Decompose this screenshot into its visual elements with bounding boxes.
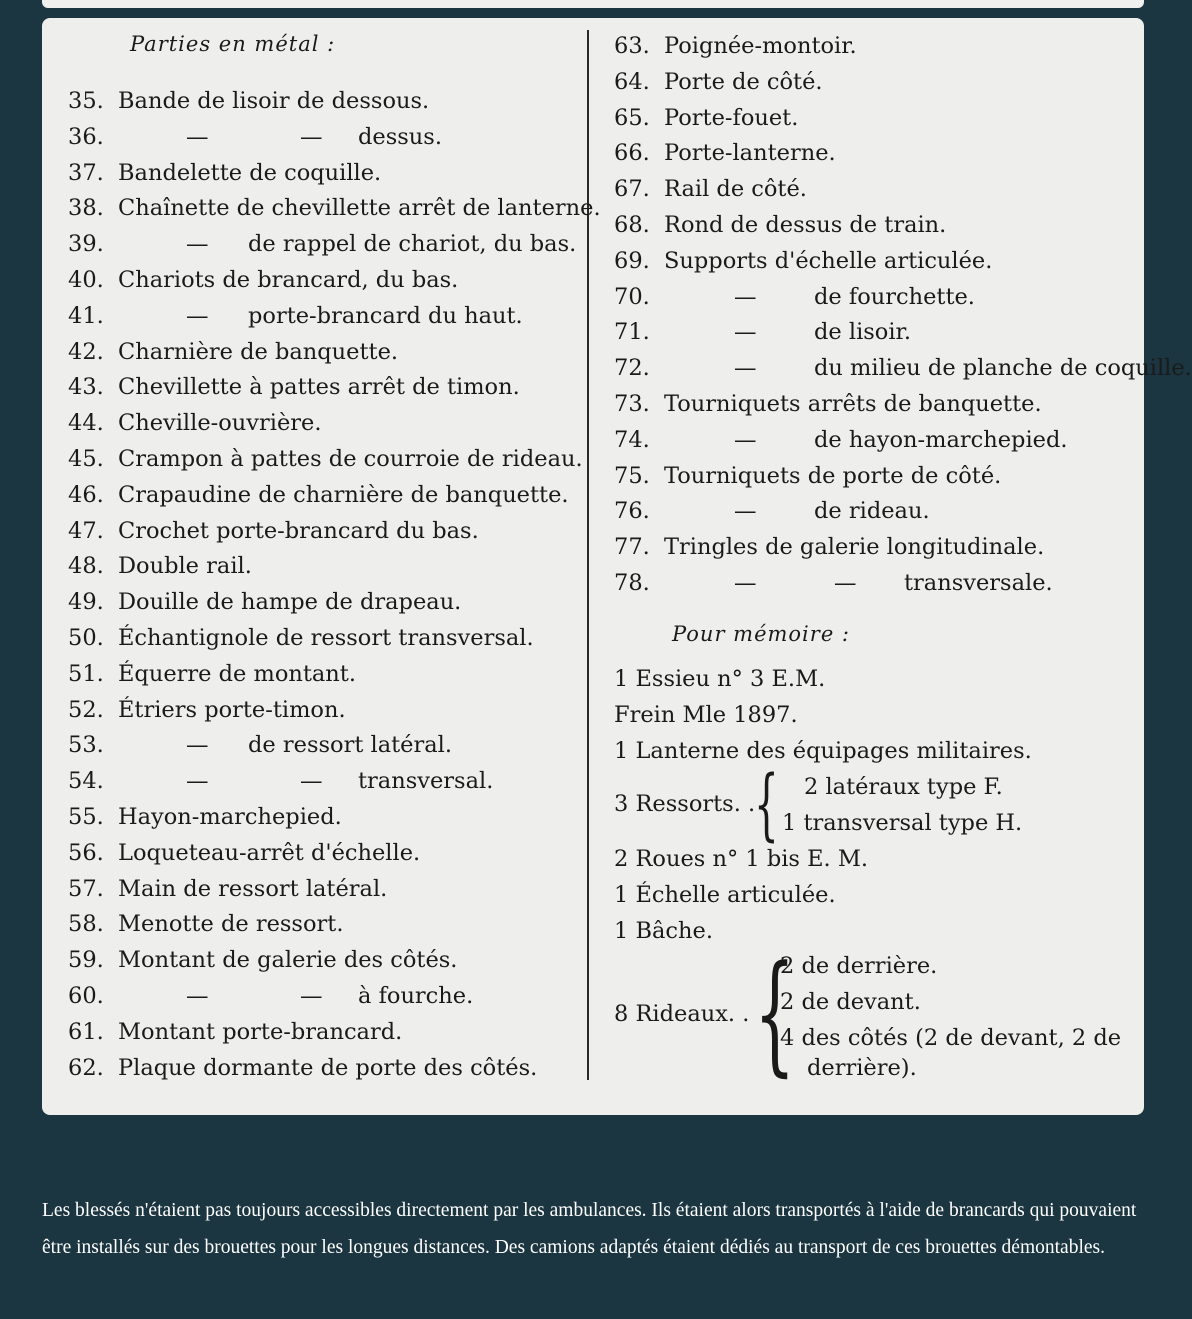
- part-label: à fourche.: [358, 983, 474, 1009]
- part-number: 54.: [68, 768, 104, 795]
- part-number: 78.: [614, 570, 650, 596]
- part-item: [614, 283, 975, 310]
- part-item: [614, 176, 807, 202]
- part-label: Bande de lisoir de dessous.: [118, 88, 430, 114]
- part-item: [68, 553, 252, 579]
- ditto-dash: —: [734, 283, 757, 310]
- part-number: 63.: [614, 33, 650, 59]
- part-number: 37.: [68, 159, 104, 186]
- part-item: [68, 947, 457, 973]
- memo-rideaux-3b: derrière).: [807, 1055, 917, 1081]
- part-number: 67.: [614, 176, 650, 203]
- part-label: Crampon à pattes de courroie de rideau.: [118, 446, 583, 472]
- part-item: [68, 446, 583, 472]
- part-label: Menotte de ressort.: [118, 911, 344, 938]
- ditto-dash: —: [734, 426, 757, 453]
- part-item: [614, 319, 911, 346]
- rideaux-brace: {: [754, 937, 796, 1089]
- part-number: 43.: [68, 374, 104, 401]
- part-number: 58.: [68, 911, 104, 938]
- part-label: porte-brancard du haut.: [248, 302, 523, 329]
- part-label: Porte de côté.: [664, 68, 823, 95]
- part-label: dessus.: [358, 123, 443, 150]
- memo-ressorts-label: 3 Ressorts. .: [614, 791, 756, 817]
- memo-heading: Pour mémoire :: [672, 622, 850, 646]
- previous-image-card: [42, 0, 1144, 8]
- part-number: 68.: [614, 212, 650, 238]
- part-number: 69.: [614, 247, 650, 274]
- part-number: 39.: [68, 231, 104, 258]
- part-item: [68, 697, 346, 723]
- part-label: Hayon-marchepied.: [118, 804, 342, 830]
- part-item: [68, 410, 321, 436]
- part-item: [68, 911, 343, 937]
- part-label: Échantignole de ressort transversal.: [118, 625, 534, 651]
- part-label: de rideau.: [814, 498, 930, 525]
- ditto-dash: —: [734, 498, 757, 525]
- part-number: 76.: [614, 498, 650, 525]
- part-item: [68, 1019, 402, 1045]
- part-item: [68, 374, 520, 400]
- part-number: 56.: [68, 839, 104, 866]
- memo-rideaux-1: 2 de derrière.: [780, 953, 938, 979]
- part-item: [68, 160, 381, 186]
- part-label: Étriers porte-timon.: [118, 696, 346, 723]
- part-item: [68, 768, 494, 795]
- part-item: [68, 195, 601, 221]
- part-item: [614, 570, 1053, 596]
- part-number: 50.: [68, 625, 104, 651]
- memo-rideaux-label: 8 Rideaux. .: [614, 1001, 750, 1027]
- ressorts-brace: {: [754, 760, 779, 850]
- ditto-dash: —: [734, 570, 757, 596]
- part-number: 57.: [68, 875, 104, 902]
- part-item: [68, 804, 342, 830]
- part-label: Main de ressort latéral.: [118, 875, 388, 902]
- memo-essieu: 1 Essieu n° 3 E.M.: [614, 666, 826, 692]
- part-label: Poignée-montoir.: [664, 33, 857, 59]
- part-item: [614, 33, 857, 59]
- part-label: Montant de galerie des côtés.: [118, 947, 458, 974]
- part-label: Tourniquets arrêts de banquette.: [664, 391, 1042, 417]
- caption-text: Les blessés n'étaient pas toujours accessibles directement par les ambulances. Ils étaient alors transportés à l'aide de brancards qui pouvaient être installés sur des brouettes pour les longues distances. Des camions adaptés étaient dédiés au transport de ces brouettes démontables.: [42, 1200, 1137, 1258]
- part-number: 52.: [68, 696, 104, 723]
- part-number: 53.: [68, 732, 104, 759]
- left-heading: Parties en métal :: [130, 32, 336, 56]
- ditto-dash: —: [734, 355, 757, 382]
- part-item: [68, 518, 479, 544]
- part-number: 40.: [68, 267, 104, 293]
- part-number: 35.: [68, 88, 104, 114]
- part-number: 59.: [68, 947, 104, 974]
- part-label: Cheville-ouvrière.: [118, 410, 322, 437]
- part-item: [68, 123, 443, 150]
- part-item: [68, 339, 398, 365]
- part-item: [68, 589, 461, 615]
- memo-echelle: 1 Échelle articulée.: [614, 882, 836, 908]
- ditto-dash: —: [186, 732, 209, 759]
- column-divider: [587, 30, 589, 1080]
- part-item: [614, 69, 823, 95]
- part-label: Rail de côté.: [664, 176, 807, 203]
- part-label: Crapaudine de charnière de banquette.: [118, 481, 569, 508]
- memo-roues: 2 Roues n° 1 bis E. M.: [614, 846, 869, 872]
- part-item: [68, 661, 356, 687]
- part-item: [68, 88, 429, 114]
- part-label: Charnière de banquette.: [118, 338, 399, 365]
- part-item: [68, 231, 577, 258]
- ditto-dash: —: [300, 123, 323, 150]
- part-label: de ressort latéral.: [248, 732, 453, 759]
- part-number: 77.: [614, 534, 650, 561]
- part-item: [68, 625, 534, 651]
- ditto-dash: —: [186, 123, 209, 150]
- part-label: Rond de dessus de train.: [664, 212, 947, 238]
- part-label: Loqueteau-arrêt d'échelle.: [118, 839, 421, 866]
- part-number: 62.: [68, 1054, 104, 1081]
- part-number: 61.: [68, 1018, 104, 1045]
- part-label: Chaînette de chevillette arrêt de lanterne.: [118, 195, 601, 222]
- part-label: Équerre de montant.: [118, 660, 356, 687]
- memo-rideaux-3: 4 des côtés (2 de devant, 2 de: [780, 1025, 1122, 1051]
- part-number: 74.: [614, 426, 650, 453]
- part-number: 71.: [614, 319, 650, 346]
- part-label: Plaque dormante de porte des côtés.: [118, 1054, 538, 1081]
- part-label: Porte-fouet.: [664, 104, 799, 131]
- part-item: [68, 482, 569, 508]
- part-number: 38.: [68, 195, 104, 222]
- part-label: Chariots de brancard, du bas.: [118, 267, 459, 293]
- part-item: [614, 355, 1192, 382]
- part-item: [68, 302, 523, 329]
- part-item: [614, 140, 836, 166]
- part-label: de fourchette.: [814, 283, 975, 310]
- part-number: 48.: [68, 553, 104, 580]
- part-number: 70.: [614, 283, 650, 310]
- part-number: 45.: [68, 446, 104, 472]
- part-label: Double rail.: [118, 553, 252, 580]
- part-number: 51.: [68, 660, 104, 687]
- part-label: Crochet porte-brancard du bas.: [118, 517, 479, 544]
- part-label: transversal.: [358, 768, 494, 795]
- part-label: Douille de hampe de drapeau.: [118, 589, 462, 616]
- part-label: du milieu de planche de coquille.: [814, 355, 1192, 382]
- memo-frein: Frein Mle 1897.: [614, 702, 798, 728]
- part-item: [68, 983, 474, 1009]
- part-number: 55.: [68, 804, 104, 830]
- memo-ressorts-1: 2 latéraux type F.: [804, 774, 1003, 800]
- part-label: de hayon-marchepied.: [814, 426, 1068, 453]
- part-label: de lisoir.: [814, 319, 911, 346]
- part-item: [68, 876, 387, 902]
- part-number: 47.: [68, 517, 104, 544]
- part-label: Tringles de galerie longitudinale.: [664, 534, 1045, 561]
- part-label: Porte-lanterne.: [664, 140, 836, 167]
- part-item: [614, 105, 798, 131]
- part-item: [614, 463, 1001, 489]
- part-item: [614, 426, 1068, 453]
- ditto-dash: —: [834, 570, 857, 596]
- ditto-dash: —: [186, 302, 209, 329]
- part-label: Tourniquets de porte de côté.: [664, 462, 1002, 489]
- part-number: 66.: [614, 140, 650, 167]
- part-number: 49.: [68, 589, 104, 616]
- part-label: Chevillette à pattes arrêt de timon.: [118, 374, 520, 401]
- part-number: 41.: [68, 302, 104, 329]
- document-scan: [42, 18, 1192, 1115]
- part-label: transversale.: [904, 570, 1053, 596]
- part-item: [68, 1055, 537, 1081]
- part-label: Bandelette de coquille.: [118, 159, 382, 186]
- part-item: [614, 498, 930, 525]
- part-number: 44.: [68, 410, 104, 437]
- memo-bache: 1 Bâche.: [614, 918, 713, 944]
- part-number: 60.: [68, 983, 104, 1009]
- part-item: [614, 212, 946, 238]
- part-item: [68, 840, 420, 866]
- part-number: 72.: [614, 355, 650, 382]
- part-number: 73.: [614, 391, 650, 417]
- ditto-dash: —: [300, 768, 323, 795]
- part-number: 42.: [68, 338, 104, 365]
- part-item: [68, 267, 458, 293]
- part-number: 64.: [614, 68, 650, 95]
- part-item: [614, 248, 992, 274]
- ditto-dash: —: [734, 319, 757, 346]
- part-item: [614, 391, 1042, 417]
- ditto-dash: —: [300, 983, 323, 1009]
- part-label: Montant porte-brancard.: [118, 1018, 403, 1045]
- ditto-dash: —: [186, 983, 209, 1009]
- part-item: [614, 534, 1044, 560]
- part-number: 65.: [614, 104, 650, 131]
- memo-lanterne: 1 Lanterne des équipages militaires.: [614, 738, 1032, 764]
- part-number: 36.: [68, 123, 104, 150]
- ditto-dash: —: [186, 768, 209, 795]
- part-label: Supports d'échelle articulée.: [664, 247, 993, 274]
- part-item: [68, 732, 453, 759]
- part-number: 75.: [614, 462, 650, 489]
- memo-rideaux-2: 2 de devant.: [780, 989, 921, 1015]
- part-label: de rappel de chariot, du bas.: [248, 231, 577, 258]
- memo-ressorts-2: 1 transversal type H.: [782, 810, 1023, 836]
- ditto-dash: —: [186, 231, 209, 258]
- part-number: 46.: [68, 481, 104, 508]
